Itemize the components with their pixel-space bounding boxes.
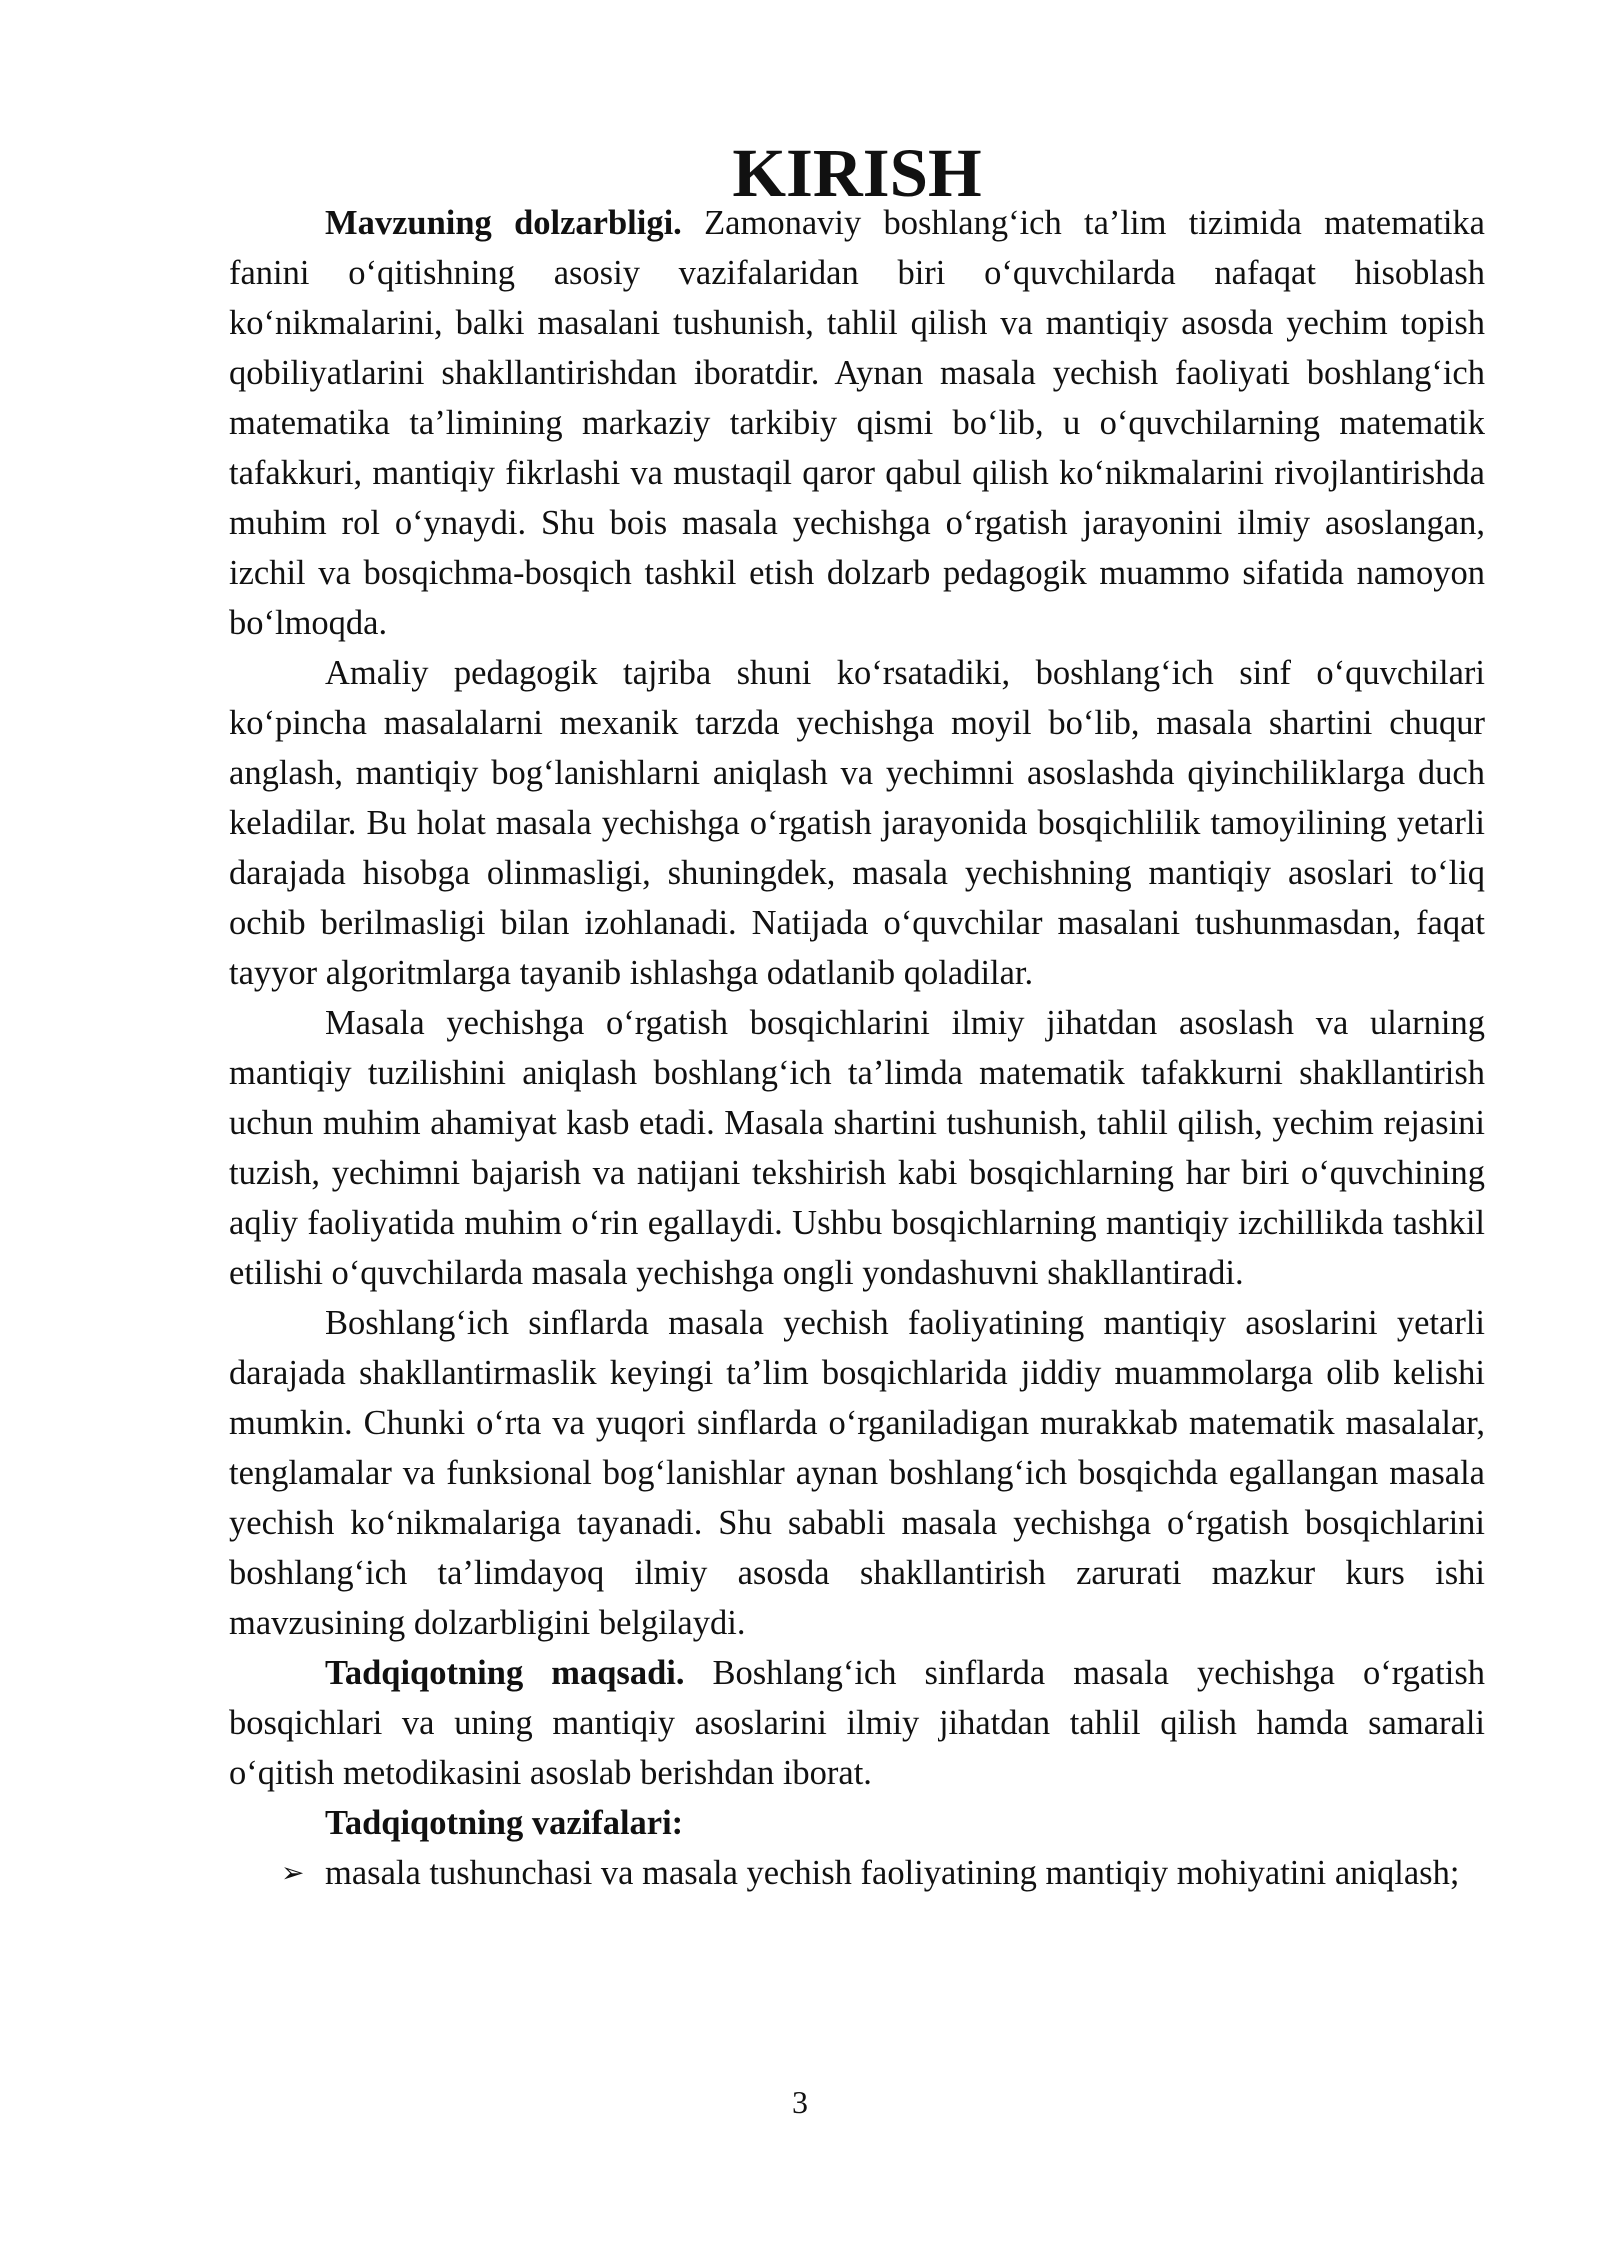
paragraph-lead: Mavzuning dolzarbligi.	[325, 204, 682, 242]
paragraph-text: Zamonaviy boshlang‘ich ta’lim tizimida matematika fanini o‘qitishning asosiy vazifalaridan biri o‘quvchilarda nafaqat hisoblash ko‘nikmalarini, balki masalani tushunish, tahlil qilish va mantiqiy asosda yechim topish qobiliyatlarini shakllantirishdan iboratdir. Aynan masala yechish faoliyati boshlang‘ich matematika ta’limining markaziy tarkibiy qismi bo‘lib, u o‘quvchilarning matematik tafakkuri, mantiqiy fikrlashi va mustaqil qaror qabul qilish ko‘nikmalarini rivojlantirishda muhim rol o‘ynaydi. Shu bois masala yechishga o‘rgatish jarayonini ilmiy asoslangan, izchil va bosqichma-bosqich tashkil etish dolzarb pedagogik muammo sifatida namoyon bo‘lmoqda.	[229, 204, 1485, 642]
paragraph-practice	[229, 648, 1485, 998]
paragraph-stages	[229, 998, 1485, 1298]
paragraph-text: Boshlang‘ich sinflarda masala yechishga o‘rgatish bosqichlari va uning mantiqiy asoslarini ilmiy jihatdan tahlil qilish hamda samarali o‘qitish metodikasini asoslab berishdan iborat.	[229, 1654, 1485, 1792]
paragraph-consequences	[229, 1298, 1485, 1648]
paragraph-relevance	[229, 198, 1485, 648]
page-title: KIRISH	[732, 135, 982, 211]
paragraph-text: Amaliy pedagogik tajriba shuni ko‘rsatadiki, boshlang‘ich sinf o‘quvchilari ko‘pincha masalalarni mexanik tarzda yechishga moyil bo‘lib, masala shartini chuqur anglash, mantiqiy bog‘lanishlarni aniqlash va yechimni asoslashda qiyinchiliklarga duch keladilar. Bu holat masala yechishga o‘rgatish jarayonida bosqichlilik tamoyilining yetarli darajada hisobga olinmasligi, shuningdek, masala yechishning mantiqiy asoslari to‘liq ochib berilmasligi bilan izohlanadi. Natijada o‘quvchilar masalani tushunmasdan, faqat tayyor algoritmlarga tayanib ishlashga odatlanib qoladilar.	[229, 654, 1485, 992]
paragraph-text: Masala yechishga o‘rgatish bosqichlarini ilmiy jihatdan asoslash va ularning mantiqiy tuzilishini aniqlash boshlang‘ich ta’limda matematik tafakkurni shakllantirish uchun muhim ahamiyat kasb etadi. Masala shartini tushunish, tahlil qilish, yechim rejasini tuzish, yechimni bajarish va natijani tekshirish kabi bosqichlarning har biri o‘quvchining aqliy faoliyatida muhim o‘rin egallaydi. Ushbu bosqichlarning mantiqiy izchillikda tashkil etilishi o‘quvchilarda masala yechishga ongli yondashuvni shakllantiradi.	[229, 1004, 1485, 1292]
page-number: 3	[792, 2084, 808, 2120]
arrowhead-bullet-icon: ➢	[281, 1856, 305, 1889]
paragraph-lead: Tadqiqotning maqsadi.	[325, 1654, 685, 1692]
document-page	[229, 135, 1485, 1898]
list-item-text: masala tushunchasi va masala yechish faoliyatining mantiqiy mohiyatini aniqlash;	[325, 1854, 1460, 1892]
paragraph-goal	[229, 1648, 1485, 1798]
list-item	[229, 1848, 1485, 1898]
paragraph-text: Boshlang‘ich sinflarda masala yechish faoliyatining mantiqiy asoslarini yetarli darajada shakllantirmaslik keyingi ta’lim bosqichlarida jiddiy muammolarga olib kelishi mumkin. Chunki o‘rta va yuqori sinflarda o‘rganiladigan murakkab matematik masalalar, tenglamalar va funksional bog‘lanishlar aynan boshlang‘ich bosqichda egallangan masala yechish ko‘nikmalariga tayanadi. Shu sababli masala yechishga o‘rgatish bosqichlarini boshlang‘ich ta’limdayoq ilmiy asosda shakllantirish zarurati mazkur kurs ishi mavzusining dolzarbligini belgilaydi.	[229, 1304, 1485, 1642]
tasks-heading: Tadqiqotning vazifalari:	[325, 1804, 684, 1842]
